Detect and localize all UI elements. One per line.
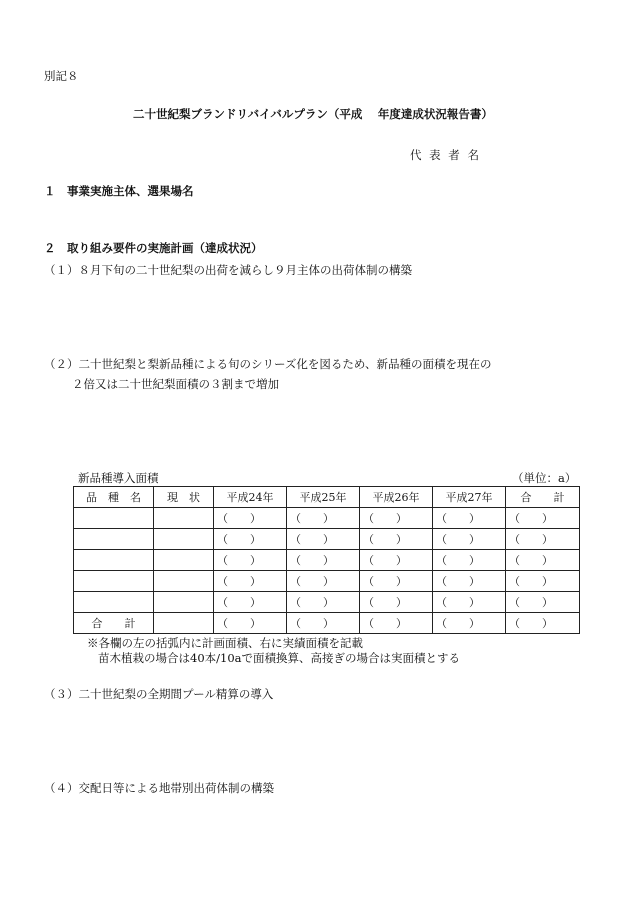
- table-row: [74, 508, 580, 529]
- variety-cell[interactable]: [74, 571, 154, 592]
- header-current: 現 状: [154, 487, 214, 508]
- table-row: [74, 529, 580, 550]
- header-h27: 平成27年: [433, 487, 506, 508]
- h25-total-cell[interactable]: （ ）: [287, 613, 360, 634]
- h26-total-cell[interactable]: （ ）: [360, 613, 433, 634]
- current-cell[interactable]: [154, 550, 214, 571]
- total-cell[interactable]: （ ）: [506, 571, 580, 592]
- total-cell[interactable]: （ ）: [506, 592, 580, 613]
- requirement-item-2-line2: ２倍又は二十世紀梨面積の３割まで増加: [72, 377, 279, 391]
- h24-cell[interactable]: （ ）: [214, 571, 287, 592]
- h26-cell[interactable]: （ ）: [360, 592, 433, 613]
- current-cell[interactable]: [154, 571, 214, 592]
- h27-cell[interactable]: （ ）: [433, 508, 506, 529]
- total-row: [74, 613, 580, 634]
- table-note-1: ※各欄の左の括弧内に計画面積、右に実績面積を記載: [87, 636, 363, 650]
- new-variety-area-table: [73, 486, 579, 634]
- h25-cell[interactable]: （ ）: [287, 529, 360, 550]
- total-cell[interactable]: （ ）: [506, 508, 580, 529]
- h26-cell[interactable]: （ ）: [360, 571, 433, 592]
- table-caption: 新品種導入面積: [78, 471, 159, 485]
- current-cell[interactable]: [154, 508, 214, 529]
- total-cell[interactable]: （ ）: [506, 529, 580, 550]
- h27-cell[interactable]: （ ）: [433, 550, 506, 571]
- h26-cell[interactable]: （ ）: [360, 550, 433, 571]
- h25-cell[interactable]: （ ）: [287, 550, 360, 571]
- header-h24: 平成24年: [214, 487, 287, 508]
- header-total: 合 計: [506, 487, 580, 508]
- h25-cell[interactable]: （ ）: [287, 592, 360, 613]
- requirement-item-4: （４）交配日等による地帯別出荷体制の構築: [44, 781, 274, 795]
- header-h26: 平成26年: [360, 487, 433, 508]
- h25-cell[interactable]: （ ）: [287, 571, 360, 592]
- h25-cell[interactable]: （ ）: [287, 508, 360, 529]
- h27-cell[interactable]: （ ）: [433, 529, 506, 550]
- requirement-item-2-line1: （２）二十世紀梨と梨新品種による旬のシリーズ化を図るため、新品種の面積を現在の: [44, 357, 492, 371]
- header-variety: 品 種 名: [74, 487, 154, 508]
- table-note-2: 苗木植栽の場合は40本/10aで面積換算、高接ぎの場合は実面積とする: [98, 651, 460, 665]
- current-cell[interactable]: [154, 592, 214, 613]
- variety-cell[interactable]: [74, 592, 154, 613]
- h27-total-cell[interactable]: （ ）: [433, 613, 506, 634]
- current-total-cell[interactable]: [154, 613, 214, 634]
- total-row-label: 合 計: [74, 613, 154, 634]
- grand-total-cell[interactable]: （ ）: [506, 613, 580, 634]
- section-2-heading: ２ 取り組み要件の実施計画（達成状況）: [44, 241, 263, 255]
- h24-cell[interactable]: （ ）: [214, 550, 287, 571]
- h24-cell[interactable]: （ ）: [214, 508, 287, 529]
- variety-cell[interactable]: [74, 508, 154, 529]
- table-row: [74, 592, 580, 613]
- h24-total-cell[interactable]: （ ）: [214, 613, 287, 634]
- h26-cell[interactable]: （ ）: [360, 508, 433, 529]
- current-cell[interactable]: [154, 529, 214, 550]
- table-row: [74, 571, 580, 592]
- h27-cell[interactable]: （ ）: [433, 592, 506, 613]
- variety-cell[interactable]: [74, 529, 154, 550]
- document-title: 二十世紀梨ブランドリバイバルプラン（平成 年度達成状況報告書）: [133, 107, 493, 121]
- requirement-item-3: （３）二十世紀梨の全期間プール精算の導入: [44, 687, 274, 701]
- header-h25: 平成25年: [287, 487, 360, 508]
- annex-label: 別記８: [44, 69, 79, 83]
- h24-cell[interactable]: （ ）: [214, 529, 287, 550]
- table-row: [74, 550, 580, 571]
- variety-cell[interactable]: [74, 550, 154, 571]
- representative-label: 代 表 者 名: [410, 148, 481, 162]
- section-1-heading: １ 事業実施主体、選果場名: [44, 184, 194, 198]
- h24-cell[interactable]: （ ）: [214, 592, 287, 613]
- requirement-item-1: （１）８月下旬の二十世紀梨の出荷を減らし９月主体の出荷体制の構築: [44, 263, 412, 277]
- table-unit: （単位：a）: [512, 471, 577, 485]
- total-cell[interactable]: （ ）: [506, 550, 580, 571]
- h26-cell[interactable]: （ ）: [360, 529, 433, 550]
- h27-cell[interactable]: （ ）: [433, 571, 506, 592]
